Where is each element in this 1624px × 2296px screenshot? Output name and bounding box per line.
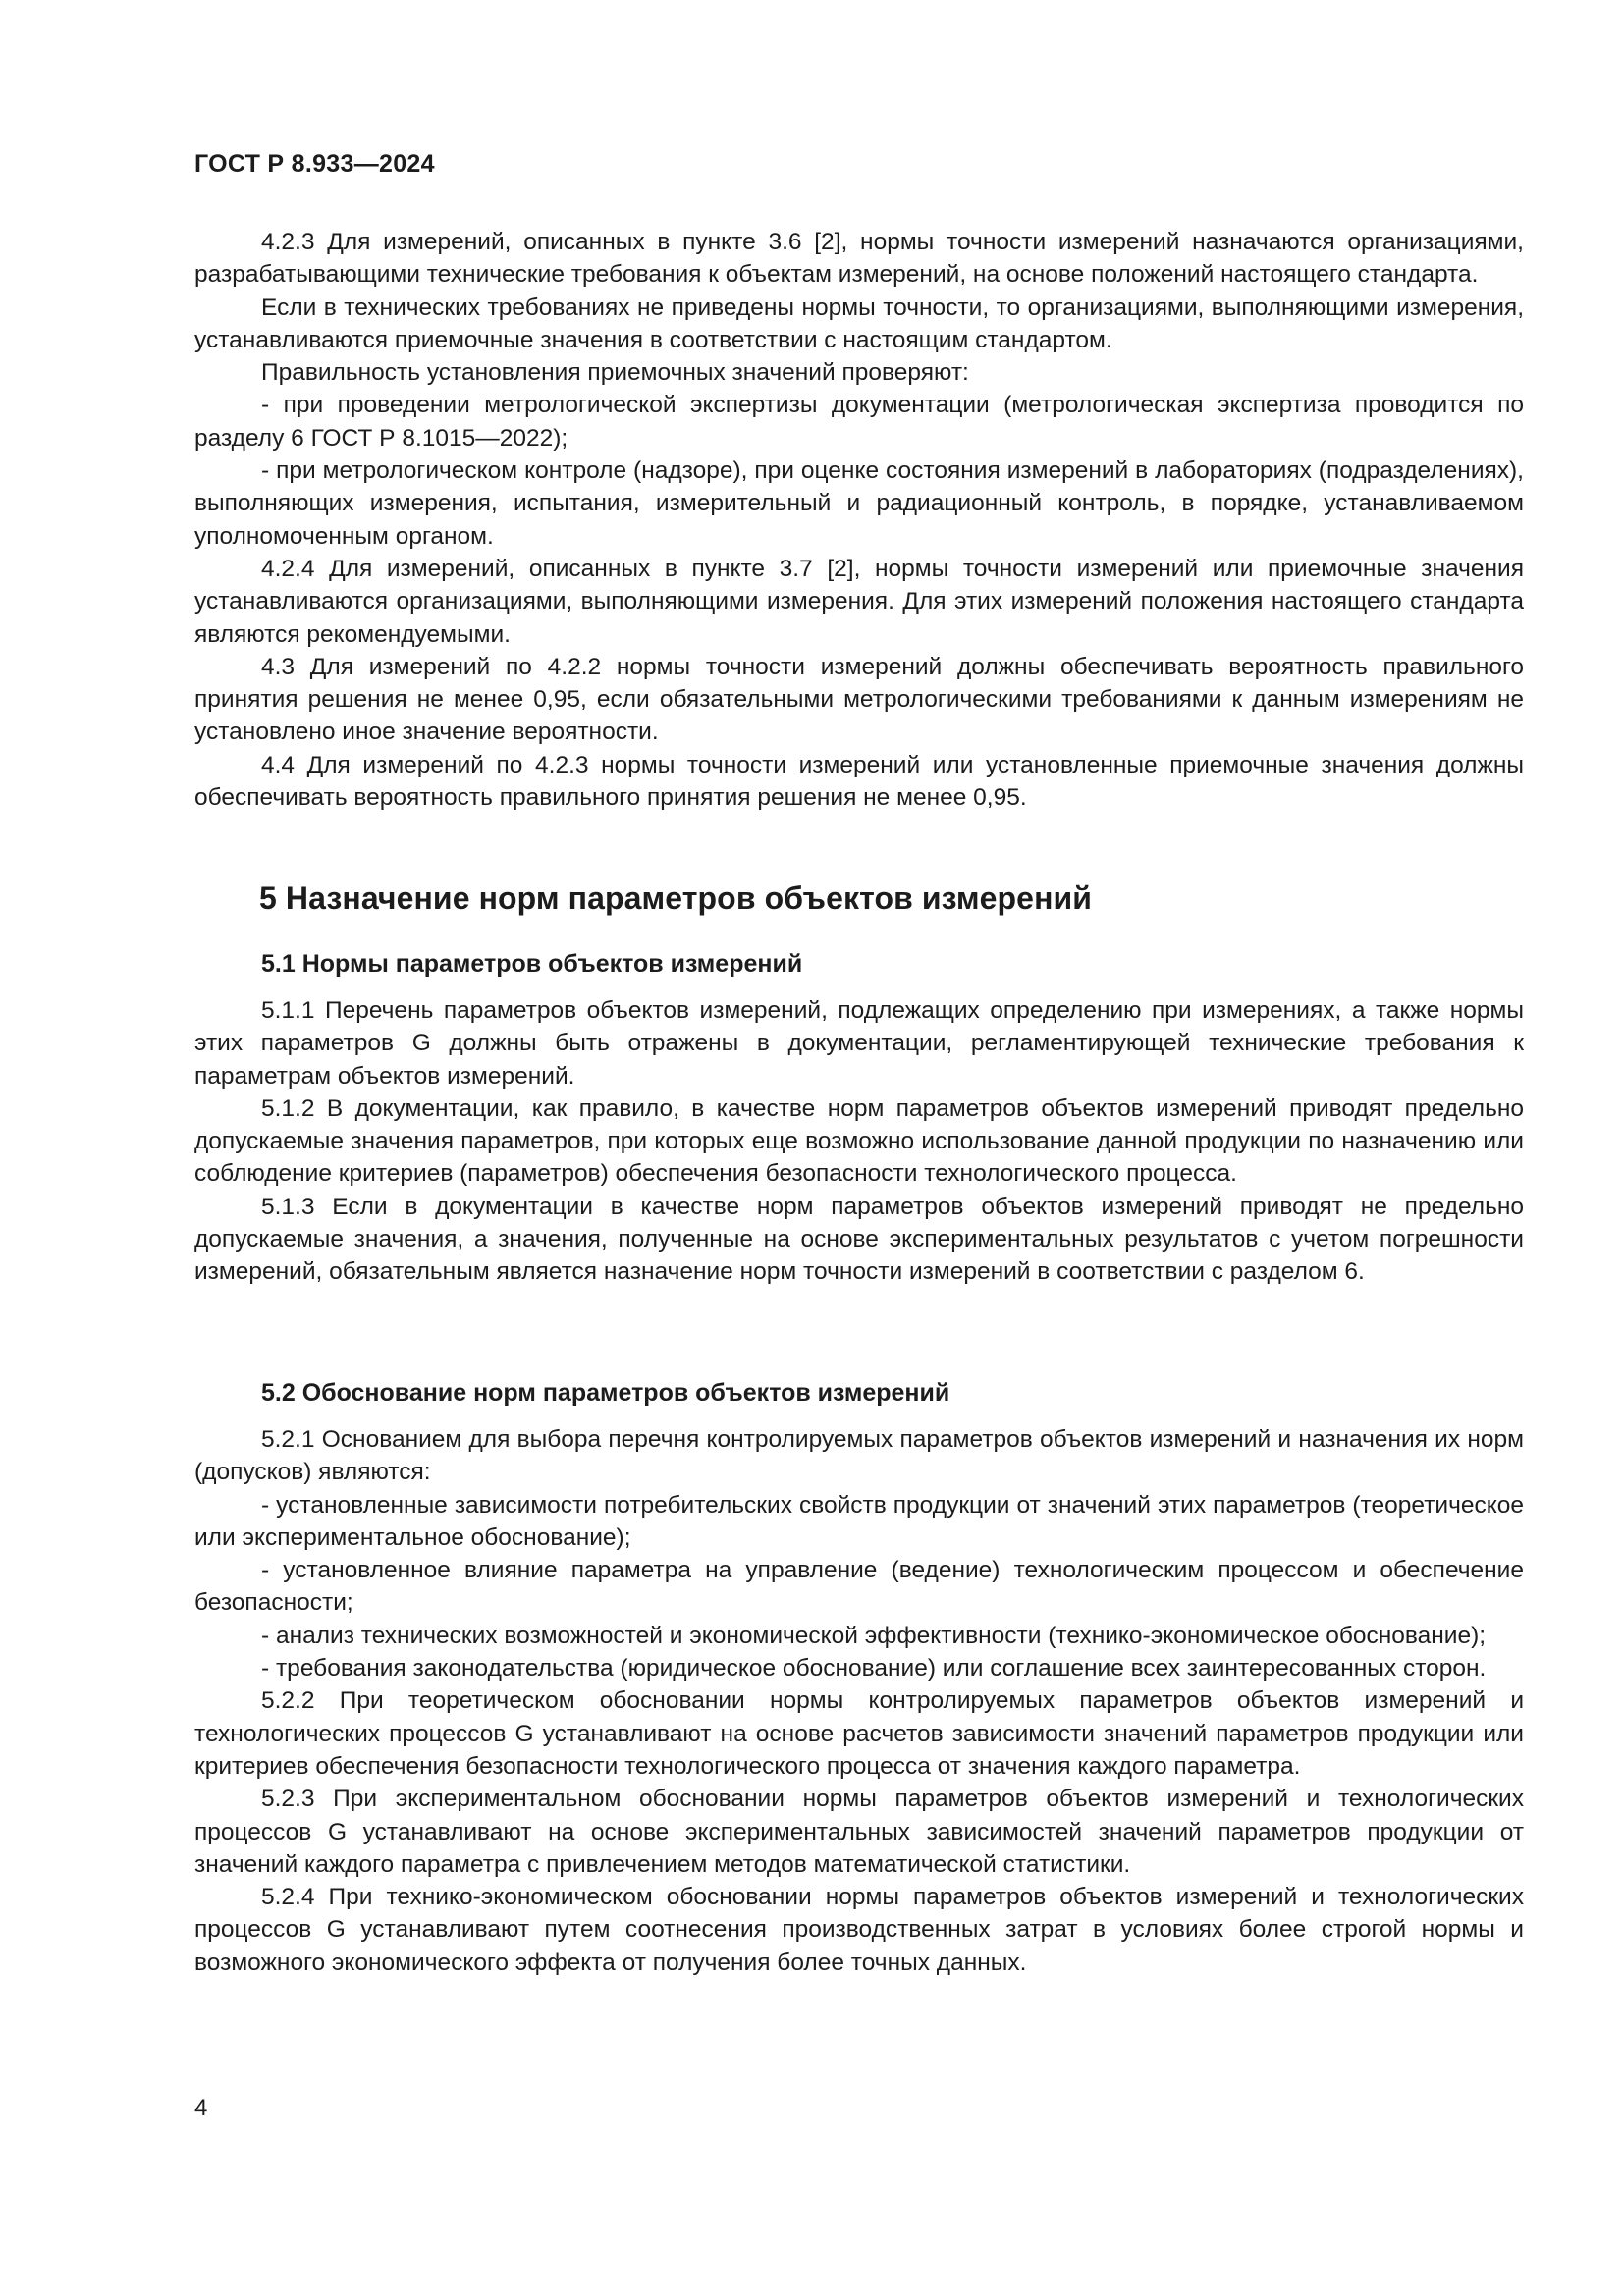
paragraph-5-2-2: 5.2.2 При теоретическом обосновании нормы контролируемых параметров объектов измерений и технологических процессов G устанавливают на основе расчетов зависимости значений параметров продукции или критериев обеспечения безопасности технологического процесса от значения каждого параметра. — [194, 1687, 1524, 1780]
paragraph: Правильность установления приемочных значений проверяют: — [261, 359, 969, 387]
document-header: ГОСТ Р 8.933—2024 — [194, 150, 435, 178]
paragraph-4-3: 4.3 Для измерений по 4.2.2 нормы точности измерений должны обеспечивать вероятность правильного принятия решения не менее 0,95, если обязательными метрологическими требованиями к данным измерениям не установлено иное значение вероятности. — [194, 653, 1524, 746]
paragraph-4-4: 4.4 Для измерений по 4.2.3 нормы точности измерений или установленные приемочные значения должны обеспечивать вероятность правильного принятия решения не менее 0,95. — [194, 751, 1524, 812]
list-item: - установленные зависимости потребительских свойств продукции от значений этих параметров (теоретическое или экспериментальное обоснование); — [194, 1491, 1524, 1551]
subsection-5-1-heading: 5.1 Нормы параметров объектов измерений — [261, 950, 803, 978]
paragraph-4-2-4: 4.2.4 Для измерений, описанных в пункте 3.7 [2], нормы точности измерений или приемочные значения устанавливаются организациями, выполняющими измерения. Для этих измерений положения настоящего стандарта являются рекомендуемыми. — [194, 555, 1524, 648]
paragraph-block-4 — [194, 226, 1524, 814]
paragraph: Если в технических требованиях не приведены нормы точности, то организациями, выполняющими измерения, устанавливаются приемочные значения в соответствии с настоящим стандартом. — [194, 294, 1524, 353]
paragraph-4-2-3: 4.2.3 Для измерений, описанных в пункте 3.6 [2], нормы точности измерений назначаются организациями, разрабатывающими технические требования к объектам измерений, на основе положений настоящего стандарта. — [194, 229, 1524, 289]
paragraph-5-2-4: 5.2.4 При технико-экономическом обосновании нормы параметров объектов измерений и технологических процессов G устанавливают путем соотнесения производственных затрат в условиях более строгой нормы и возможного экономического эффекта от получения более точных данных. — [194, 1884, 1524, 1976]
list-item: - при проведении метрологической экспертизы документации (метрологическая экспертиза проводится по разделу 6 ГОСТ Р 8.1015—2022); — [194, 392, 1524, 452]
paragraph-5-2-3: 5.2.3 При экспериментальном обосновании нормы параметров объектов измерений и технологических процессов G устанавливают на основе экспериментальных зависимостей значений параметров продукции от значений каждого параметра с привлечением методов математической статистики. — [194, 1786, 1524, 1878]
list-item: - требования законодательства (юридическое обоснование) или соглашение всех заинтересованных сторон. — [261, 1655, 1487, 1682]
paragraph-5-1-1: 5.1.1 Перечень параметров объектов измерений, подлежащих определению при измерениях, а также нормы этих параметров G должны быть отражены в документации, регламентирующей технические требования к параметрам объектов измерений. — [194, 997, 1524, 1090]
paragraph-block-5-2 — [194, 1423, 1524, 1979]
page-number: 4 — [194, 2095, 208, 2121]
paragraph-5-1-2: 5.1.2 В документации, как правило, в качестве норм параметров объектов измерений приводят предельно допускаемые значения параметров, при которых еще возможно использование данной продукции по назначению или соблюдение критериев (параметров) обеспечения безопасности технологического процесса. — [194, 1095, 1524, 1188]
paragraph-5-2-1: 5.2.1 Основанием для выбора перечня контролируемых параметров объектов измерений и назначения их норм (допусков) являются: — [194, 1426, 1524, 1486]
list-item: - при метрологическом контроле (надзоре), при оценке состояния измерений в лабораториях (подразделениях), выполняющих измерения, испытания, измерительный и радиационный контроль, в порядке, устанавливаемом уполномоченным органом. — [194, 457, 1524, 550]
subsection-5-2-heading: 5.2 Обоснование норм параметров объектов измерений — [261, 1379, 950, 1407]
paragraph-5-1-3: 5.1.3 Если в документации в качестве норм параметров объектов измерений приводят не предельно допускаемые значения, а значения, полученные на основе экспериментальных результатов с учетом погрешности измерений, обязательным является назначение норм точности измерений в соответствии с разделом 6. — [194, 1193, 1524, 1286]
paragraph-block-5-1 — [194, 994, 1524, 1289]
list-item: - установленное влияние параметра на управление (ведение) технологическим процессом и обеспечение безопасности; — [194, 1557, 1524, 1617]
list-item: - анализ технических возможностей и экономической эффективности (технико-экономическое обоснование); — [261, 1622, 1487, 1649]
section-5-heading: 5 Назначение норм параметров объектов измерений — [259, 881, 1093, 916]
